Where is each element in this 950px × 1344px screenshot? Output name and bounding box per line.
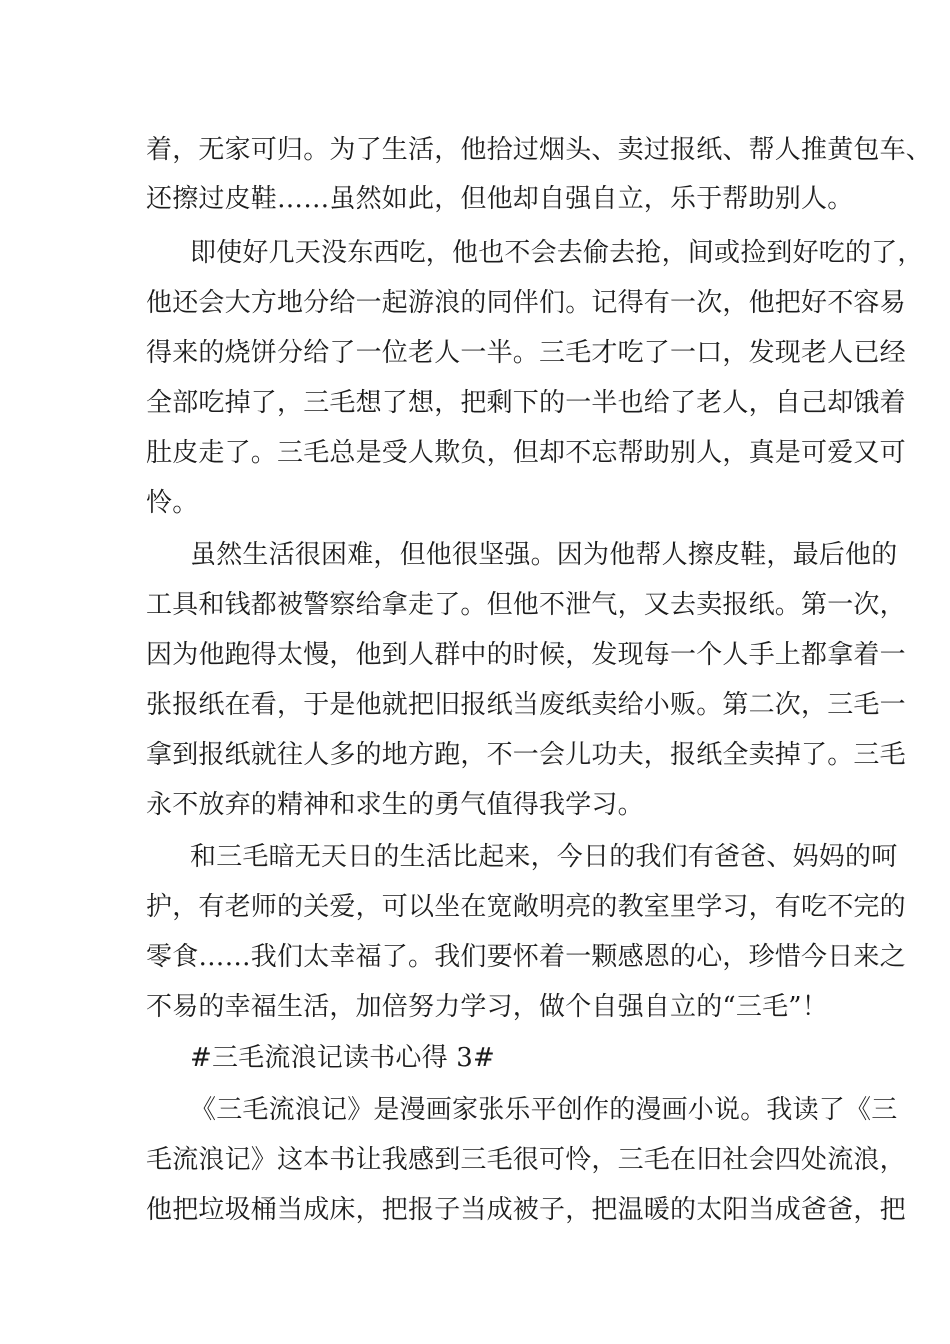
text-line: 张报纸在看，于是他就把旧报纸当废纸卖给小贩。第二次，三毛一 — [146, 690, 906, 720]
text-line: 怜。 — [146, 488, 199, 518]
text-line: 拿到报纸就往人多的地方跑，不一会儿功夫，报纸全卖掉了。三毛 — [146, 740, 906, 770]
text-line: 得来的烧饼分给了一位老人一半。三毛才吃了一口，发现老人已经 — [146, 338, 906, 368]
paragraph-first-line: 虽然生活很困难，但他很坚强。因为他帮人擦皮鞋，最后他的 — [190, 540, 898, 570]
text-line: 还擦过皮鞋……虽然如此，但他却自强自立，乐于帮助别人。 — [146, 184, 854, 214]
text-line: 因为他跑得太慢，他到人群中的时候，发现每一个人手上都拿着一 — [146, 640, 906, 670]
text-line: 工具和钱都被警察给拿走了。但他不泄气，又去卖报纸。第一次， — [146, 590, 906, 620]
text-line: 他把垃圾桶当成床，把报子当成被子，把温暖的太阳当成爸爸，把 — [146, 1195, 906, 1225]
text-line: 他还会大方地分给一起游浪的同伴们。记得有一次，他把好不容易 — [146, 288, 906, 318]
text-line: 全部吃掉了，三毛想了想，把剩下的一半也给了老人，自己却饿着 — [146, 388, 906, 418]
text-line: 零食……我们太幸福了。我们要怀着一颗感恩的心，珍惜今日来之 — [146, 942, 906, 972]
paragraph-first-line: 即使好几天没东西吃，他也不会去偷去抢，间或捡到好吃的了， — [190, 238, 924, 268]
text-line: 永不放弃的精神和求生的勇气值得我学习。 — [146, 790, 644, 820]
section-heading: #三毛流浪记读书心得 3# — [190, 1043, 495, 1073]
text-line: 不易的幸福生活，加倍努力学习，做个自强自立的“三毛”！ — [146, 992, 828, 1022]
paragraph-first-line: 《三毛流浪记》是漫画家张乐平创作的漫画小说。我读了《三 — [190, 1095, 898, 1125]
text-line: 肚皮走了。三毛总是受人欺负，但却不忘帮助别人，真是可爱又可 — [146, 438, 906, 468]
paragraph-first-line: 和三毛暗无天日的生活比起来，今日的我们有爸爸、妈妈的呵 — [190, 842, 898, 872]
text-line: 护，有老师的关爱，可以坐在宽敞明亮的教室里学习，有吃不完的 — [146, 892, 906, 922]
text-line: 着，无家可归。为了生活，他拾过烟头、卖过报纸、帮人推黄包车、 — [146, 135, 933, 165]
text-line: 毛流浪记》这本书让我感到三毛很可怜，三毛在旧社会四处流浪， — [146, 1145, 906, 1175]
